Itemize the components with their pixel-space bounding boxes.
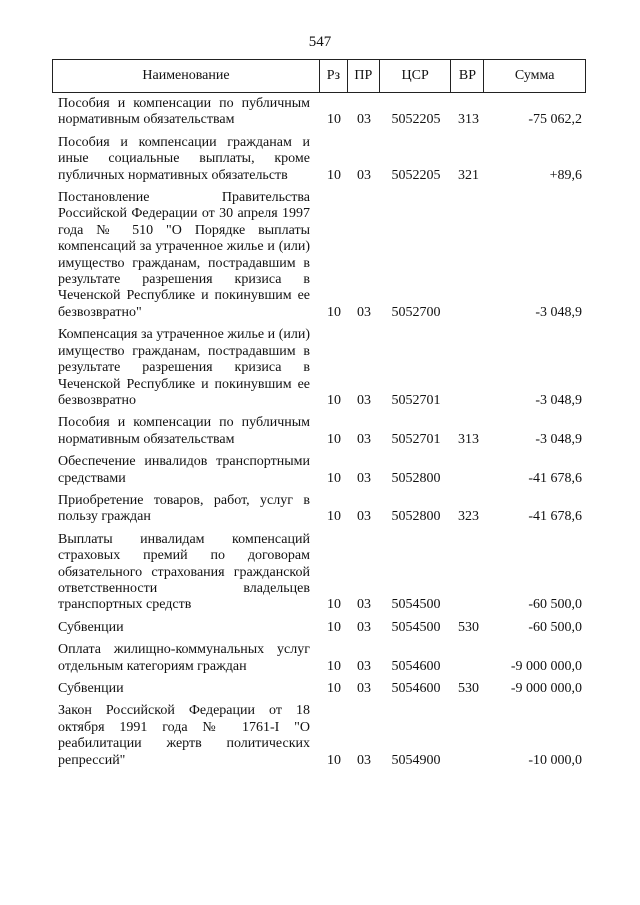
row-name: Обеспечение инвалидов транспортными средствами xyxy=(58,454,310,486)
row-sum: -10 000,0 xyxy=(528,752,582,768)
table-row xyxy=(52,190,586,321)
row-csr: 5052700 xyxy=(391,304,441,320)
row-rz: 10 xyxy=(327,392,341,408)
row-rz: 10 xyxy=(327,681,341,696)
page-number: 547 xyxy=(308,34,332,50)
row-rz: 10 xyxy=(327,658,341,674)
table-body xyxy=(52,96,586,775)
table-row xyxy=(52,532,586,614)
table-row xyxy=(52,96,586,129)
header-csr: ЦСР xyxy=(380,60,452,92)
table-row xyxy=(52,642,586,675)
row-name: Субвенции xyxy=(58,681,124,696)
row-vr: 530 xyxy=(458,681,479,696)
row-sum: -9 000 000,0 xyxy=(510,658,582,674)
row-sum: -75 062,2 xyxy=(528,112,582,128)
row-rz: 10 xyxy=(327,167,341,183)
row-sum: -3 048,9 xyxy=(535,304,582,320)
header-sum: Сумма xyxy=(514,68,555,83)
row-vr: 313 xyxy=(458,112,479,128)
header-pr: ПР xyxy=(348,60,380,92)
header-rz: Рз xyxy=(320,60,348,92)
row-name: Компенсация за утраченное жилье и (или) имущество гражданам, пострадавшим в результате разрешения кризиса в Чеченской Республике и покинувшим ее безвозвратно xyxy=(58,327,310,408)
row-rz: 10 xyxy=(327,509,341,525)
row-pr: 03 xyxy=(357,304,371,320)
row-csr: 5054500 xyxy=(391,597,441,613)
row-name: Пособия и компенсации гражданам и иные социальные выплаты, кроме публичных нормативных обязательств xyxy=(58,134,310,183)
table-row xyxy=(52,327,586,409)
row-csr: 5052205 xyxy=(391,112,441,128)
row-vr: 323 xyxy=(458,509,479,525)
row-rz: 10 xyxy=(327,619,341,635)
row-pr: 03 xyxy=(357,167,371,183)
row-sum: -60 500,0 xyxy=(528,597,582,613)
row-pr: 03 xyxy=(357,431,371,447)
table-header xyxy=(52,59,586,93)
row-pr: 03 xyxy=(357,509,371,525)
row-csr: 5052205 xyxy=(391,167,441,183)
row-sum: -9 000 000,0 xyxy=(510,681,582,696)
row-vr: 530 xyxy=(458,619,479,635)
row-pr: 03 xyxy=(357,112,371,128)
row-pr: 03 xyxy=(357,619,371,635)
table-row xyxy=(52,703,586,769)
row-sum: -60 500,0 xyxy=(528,619,582,635)
row-pr: 03 xyxy=(357,597,371,613)
row-csr: 5052800 xyxy=(391,509,441,525)
row-pr: 03 xyxy=(357,681,371,696)
row-rz: 10 xyxy=(327,597,341,613)
row-rz: 10 xyxy=(327,112,341,128)
row-rz: 10 xyxy=(327,304,341,320)
row-sum: -41 678,6 xyxy=(528,509,582,525)
table-row xyxy=(52,681,586,697)
row-pr: 03 xyxy=(357,470,371,486)
table-row xyxy=(52,620,586,636)
row-vr: 313 xyxy=(458,431,479,447)
header-vr: ВР xyxy=(451,60,484,92)
row-pr: 03 xyxy=(357,658,371,674)
row-name: Приобретение товаров, работ, услуг в пользу граждан xyxy=(58,492,310,525)
row-name: Пособия и компенсации по публичным нормативным обязательствам xyxy=(58,415,310,447)
row-sum: -3 048,9 xyxy=(535,431,582,447)
row-vr: 321 xyxy=(458,167,479,183)
row-name: Оплата жилищно-коммунальных услуг отдельным категориям граждан xyxy=(58,642,310,674)
row-csr: 5052800 xyxy=(391,470,441,486)
row-rz: 10 xyxy=(327,752,341,768)
row-csr: 5052701 xyxy=(391,392,441,408)
row-sum: -3 048,9 xyxy=(535,392,582,408)
row-csr: 5054600 xyxy=(391,681,441,696)
row-csr: 5054900 xyxy=(391,752,441,768)
row-name: Субвенции xyxy=(58,619,124,635)
row-rz: 10 xyxy=(327,470,341,486)
row-name: Постановление Правительства Российской Федерации от 30 апреля 1997 года № 510 "О Порядке выплаты компенсаций за утраченное жилье и (или) имущество гражданам, пострадавшим в результате разрешения кризиса в Чеченской Республике и покинувшим ее безвозвратно" xyxy=(58,190,310,320)
row-name: Пособия и компенсации по публичным нормативным обязательствам xyxy=(58,96,310,128)
row-csr: 5052701 xyxy=(391,431,441,447)
table-row xyxy=(52,415,586,448)
row-name: Закон Российской Федерации от 18 октября 1991 года № 1761-I "О реабилитации жертв политических репрессий" xyxy=(58,703,310,768)
table-row xyxy=(52,135,586,184)
row-name: Выплаты инвалидам компенсаций страховых премий по договорам обязательного страхования гражданской ответственности владельцев транспортных средств xyxy=(58,531,310,613)
row-pr: 03 xyxy=(357,752,371,768)
table-row xyxy=(52,454,586,487)
row-sum: +89,6 xyxy=(549,167,582,183)
row-csr: 5054600 xyxy=(391,658,441,674)
row-sum: -41 678,6 xyxy=(528,470,582,486)
row-csr: 5054500 xyxy=(391,619,441,635)
table-row xyxy=(52,493,586,526)
row-rz: 10 xyxy=(327,431,341,447)
header-name: Наименование xyxy=(53,60,320,92)
row-pr: 03 xyxy=(357,392,371,408)
